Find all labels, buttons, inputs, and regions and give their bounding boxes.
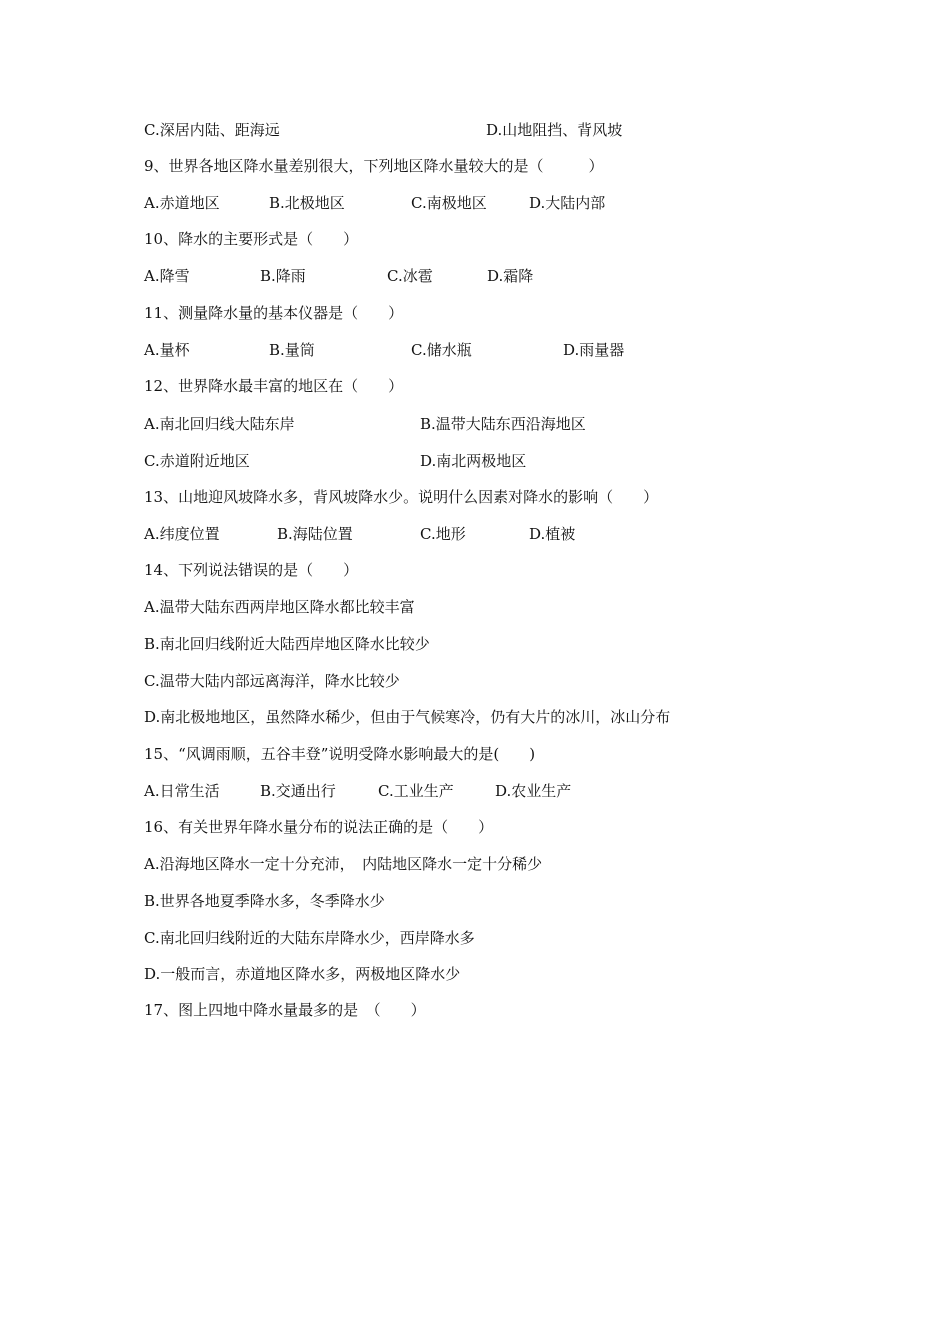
- q14-option-a: A.温带大陆东西两岸地区降水都比较丰富: [144, 598, 415, 616]
- q16-option-c: C.南北回归线附近的大陆东岸降水少，西岸降水多: [144, 929, 475, 947]
- q12-option-b: B.温带大陆东西沿海地区: [420, 415, 586, 433]
- q15-option-c: C.工业生产: [378, 782, 454, 800]
- q16-option-d: D.一般而言，赤道地区降水多，两极地区降水少: [144, 965, 461, 983]
- q10-option-b: B.降雨: [260, 267, 306, 285]
- question-9: 9、世界各地区降水量差别很大，下列地区降水量较大的是（ ）: [144, 157, 604, 175]
- q14-option-d: D.南北极地地区，虽然降水稀少，但由于气候寒冷，仍有大片的冰川，冰山分布: [144, 708, 671, 726]
- question-12: 12、世界降水最丰富的地区在（ ）: [144, 377, 404, 395]
- q11-option-a: A.量杯: [144, 341, 190, 359]
- question-14: 14、下列说法错误的是（ ）: [144, 561, 359, 579]
- question-15: 15、“风调雨顺，五谷丰登”说明受降水影响最大的是( ): [144, 745, 536, 763]
- q13-option-b: B.海陆位置: [277, 525, 353, 543]
- q11-option-d: D.雨量器: [563, 341, 625, 359]
- q11-option-b: B.量筒: [269, 341, 315, 359]
- q12-option-a: A.南北回归线大陆东岸: [144, 415, 295, 433]
- q13-option-a: A.纬度位置: [144, 525, 220, 543]
- q13-option-d: D.植被: [529, 525, 576, 543]
- q10-option-d: D.霜降: [487, 267, 534, 285]
- q16-option-a: A.沿海地区降水一定十分充沛， 内陆地区降水一定十分稀少: [144, 855, 543, 873]
- question-16: 16、有关世界年降水量分布的说法正确的是（ ）: [144, 818, 494, 836]
- question-17: 17、图上四地中降水量最多的是 （ ）: [144, 1001, 426, 1019]
- question-11: 11、测量降水量的基本仪器是（ ）: [144, 304, 404, 322]
- q11-option-c: C.储水瓶: [411, 341, 472, 359]
- q12-option-d: D.南北两极地区: [420, 452, 527, 470]
- q8-option-c: C.深居内陆、距海远: [144, 121, 280, 139]
- q8-option-d: D.山地阻挡、背风坡: [486, 121, 623, 139]
- q16-option-b: B.世界各地夏季降水多，冬季降水少: [144, 892, 385, 910]
- q9-option-b: B.北极地区: [269, 194, 345, 212]
- q9-option-c: C.南极地区: [411, 194, 487, 212]
- q12-option-c: C.赤道附近地区: [144, 452, 250, 470]
- q15-option-d: D.农业生产: [495, 782, 572, 800]
- q15-option-a: A.日常生活: [144, 782, 220, 800]
- q9-option-d: D.大陆内部: [529, 194, 606, 212]
- q15-option-b: B.交通出行: [260, 782, 336, 800]
- q14-option-c: C.温带大陆内部远离海洋，降水比较少: [144, 672, 400, 690]
- q9-option-a: A.赤道地区: [144, 194, 220, 212]
- question-10: 10、降水的主要形式是（ ）: [144, 230, 359, 248]
- q13-option-c: C.地形: [420, 525, 466, 543]
- q10-option-c: C.冰雹: [387, 267, 433, 285]
- q14-option-b: B.南北回归线附近大陆西岸地区降水比较少: [144, 635, 430, 653]
- q10-option-a: A.降雪: [144, 267, 190, 285]
- question-13: 13、山地迎风坡降水多，背风坡降水少。说明什么因素对降水的影响（ ）: [144, 488, 659, 506]
